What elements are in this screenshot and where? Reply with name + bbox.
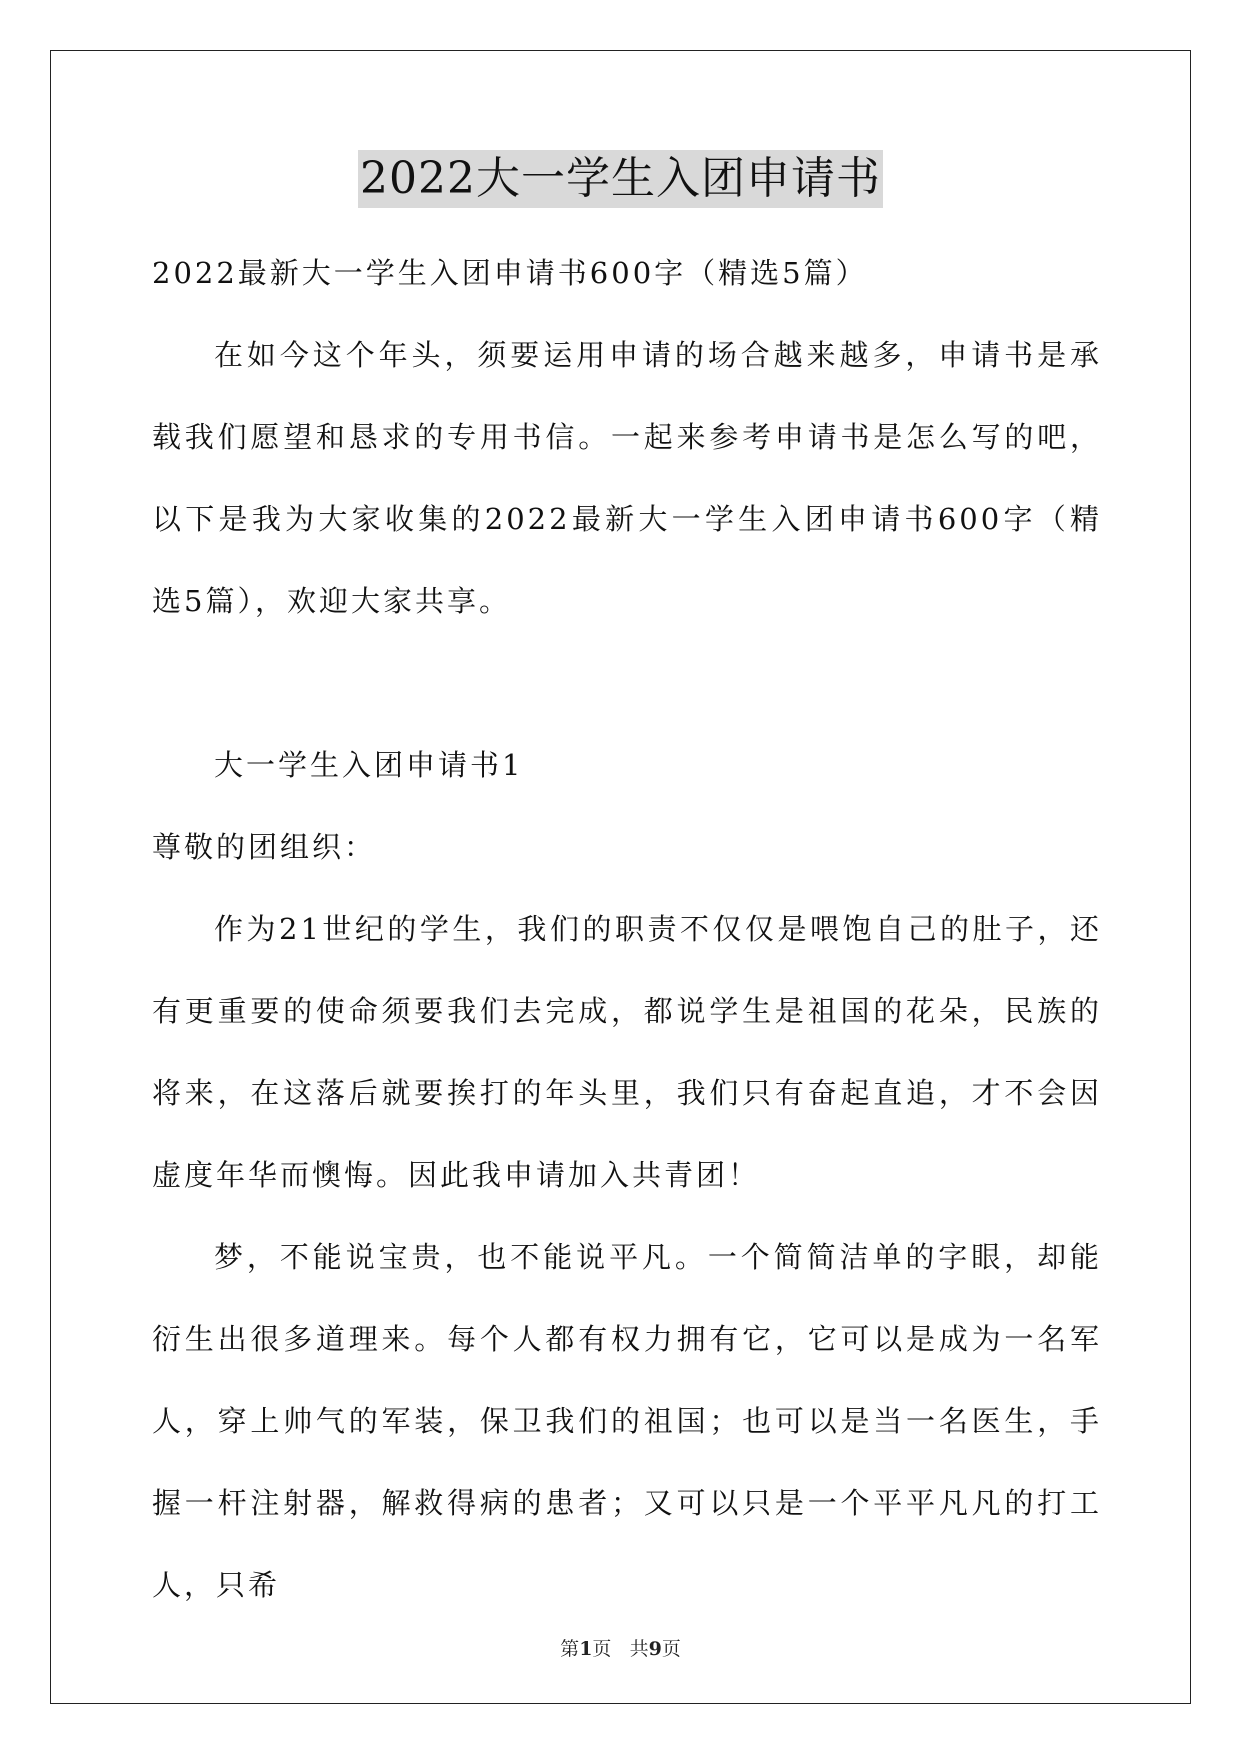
blank-line (152, 642, 1102, 724)
document-body (152, 232, 1102, 1626)
document-title: 2022大一学生入团申请书 (358, 150, 883, 208)
section-heading: 大一学生入团申请书1 (214, 748, 524, 782)
footer-page-prefix: 第 (560, 1638, 580, 1660)
footer-total-prefix: 共 (629, 1638, 649, 1660)
page-footer (0, 1634, 1241, 1661)
body-paragraph-2: 梦，不能说宝贵，也不能说平凡。一个简简洁单的字眼，却能衍生出很多道理来。每个人都有权力拥有它，它可以是成为一名军人，穿上帅气的军装，保卫我们的祖国；也可以是当一名医生，手握一杆注射器，解救得病的患者；又可以只是一个平平凡凡的打工人，只希 (152, 1240, 1102, 1602)
footer-total-suffix: 页 (661, 1638, 681, 1660)
footer-page-number: 1 (579, 1638, 593, 1660)
title-container (0, 150, 1241, 208)
document-subtitle: 2022最新大一学生入团申请书600字（精选5篇） (152, 256, 868, 290)
footer-page-suffix: 页 (592, 1638, 612, 1660)
footer-total-pages: 9 (648, 1638, 662, 1660)
body-paragraph-1: 作为21世纪的学生，我们的职责不仅仅是喂饱自己的肚子，还有更重要的使命须要我们去完成，都说学生是祖国的花朵，民族的将来，在这落后就要挨打的年头里，我们只有奋起直追，才不会因虚度年华而懊悔。因此我申请加入共青团！ (152, 912, 1102, 1192)
intro-paragraph: 在如今这个年头，须要运用申请的场合越来越多，申请书是承载我们愿望和恳求的专用书信。一起来参考申请书是怎么写的吧，以下是我为大家收集的2022最新大一学生入团申请书600字（精选5篇），欢迎大家共享。 (152, 338, 1102, 618)
salutation: 尊敬的团组织： (152, 830, 377, 864)
